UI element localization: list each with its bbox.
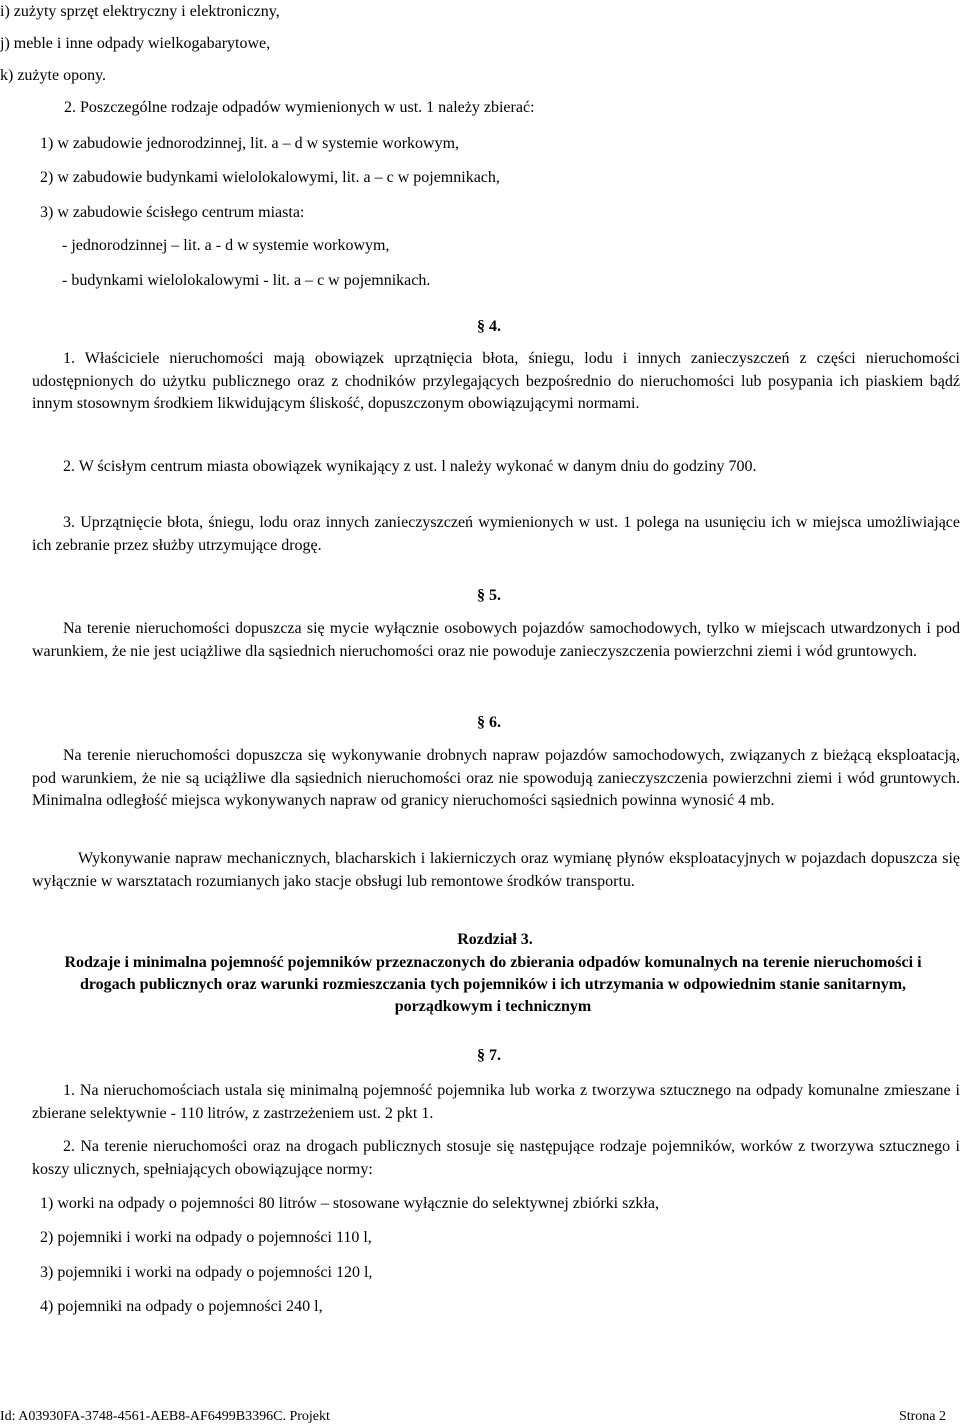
chapter-subtitle: Rodzaje i minimalna pojemność pojemników przeznaczonych do zbierania odpadów komunalnych na terenie nieruchomości i drogach publicznych oraz warunki rozmieszczania tych pojemników i ich utrzymania w odpowiednim stanie sanitarnym, porządkowym i technicznym (64, 954, 922, 1015)
section-6-paragraph-1: Na terenie nieruchomości dopuszcza się wykonywanie drobnych napraw pojazdów samochodowych, związanych z bieżącą eksploatacją, pod warunkiem, że nie są uciążliwe dla sąsiednich nieruchomości oraz nie spowodują zanieczyszczenia powierzchni ziemi i wód gruntowych. Minimalna odległość miejsca wykonywanych napraw od granicy nieruchomości sąsiednich powinna wynosić 4 mb. (32, 747, 960, 810)
point2-intro: 2. Poszczególne rodzaje odpadów wymienionych w ust. 1 należy zbierać: (64, 99, 535, 116)
section-4-number: § 4. (477, 318, 501, 335)
chapter-title: Rozdział 3. (457, 931, 533, 948)
point2-item-3a: - jednorodzinnej – lit. a - d w systemie workowym, (62, 237, 390, 254)
section-4-paragraph-2: 2. W ścisłym centrum miasta obowiązek wynikający z ust. l należy wykonać w danym dniu do godziny 700. (63, 458, 757, 475)
section-6-paragraph-2: Wykonywanie napraw mechanicznych, blacharskich i lakierniczych oraz wymianę płynów eksploatacyjnych w pojazdach dopuszcza się wyłącznie w warsztatach rozumianych jako stacje obsługi lub remontowe środków transportu. (32, 850, 960, 890)
section-4-paragraph-1: 1. Właściciele nieruchomości mają obowiązek uprzątnięcia błota, śniegu, lodu i innych zanieczyszczeń z części nieruchomości udostępnionych do użytku publicznego oraz z chodników przylegających bezpośrednio do nieruchomości lub posypania ich piaskiem bądź innym stosownym środkiem likwidującym śliskość, dopuszczonym obowiązującymi normami. (32, 350, 960, 413)
section-7-paragraph-1: 1. Na nieruchomościach ustala się minimalną pojemność pojemnika lub worka z tworzywa sztucznego na odpady komunalne zmieszane i zbierane selektywnie - 110 litrów, z zastrzeżeniem ust. 2 pkt 1. (32, 1082, 960, 1122)
list-item-k: k) zużyte opony. (0, 67, 107, 84)
section-6-number: § 6. (477, 714, 501, 731)
section-7-item-4: 4) pojemniki na odpady o pojemności 240 l, (40, 1298, 323, 1315)
list-item-j: j) meble i inne odpady wielkogabarytowe, (0, 35, 271, 52)
point2-item-2: 2) w zabudowie budynkami wielolokalowymi, lit. a – c w pojemnikach, (40, 169, 500, 186)
section-7-paragraph-2: 2. Na terenie nieruchomości oraz na drogach publicznych stosuje się następujące rodzaje pojemników, worków z tworzywa sztucznego i koszy ulicznych, spełniających obowiązujące normy: (32, 1138, 960, 1178)
point2-item-3b: - budynkami wielolokalowymi - lit. a – c w pojemnikach. (62, 272, 431, 289)
footer-document-id: Id: A03930FA-3748-4561-AEB8-AF6499B3396C. Projekt (0, 1409, 330, 1424)
point2-item-1: 1) w zabudowie jednorodzinnej, lit. a – d w systemie workowym, (40, 135, 460, 152)
footer-page-number: Strona 2 (898, 1409, 946, 1424)
section-7-number: § 7. (477, 1047, 501, 1064)
section-5-paragraph-1: Na terenie nieruchomości dopuszcza się mycie wyłącznie osobowych pojazdów samochodowych, tylko w miejscach utwardzonych i pod warunkiem, że nie jest uciążliwe dla sąsiednich nieruchomości oraz nie powoduje zanieczyszczenia powierzchni ziemi i wód gruntowych. (32, 620, 960, 660)
section-7-item-2: 2) pojemniki i worki na odpady o pojemności 110 l, (40, 1229, 372, 1246)
section-7-item-1: 1) worki na odpady o pojemności 80 litrów – stosowane wyłącznie do selektywnej zbiórki szkła, (40, 1195, 659, 1212)
section-7-item-3: 3) pojemniki i worki na odpady o pojemności 120 l, (40, 1264, 373, 1281)
section-5-number: § 5. (477, 587, 501, 604)
point2-item-3: 3) w zabudowie ścisłego centrum miasta: (40, 204, 305, 221)
list-item-i: i) zużyty sprzęt elektryczny i elektroniczny, (0, 3, 280, 20)
section-4-paragraph-3: 3. Uprzątnięcie błota, śniegu, lodu oraz innych zanieczyszczeń wymienionych w ust. 1 polega na usunięciu ich w miejsca umożliwiające ich zebranie przez służby utrzymujące drogę. (32, 514, 960, 554)
